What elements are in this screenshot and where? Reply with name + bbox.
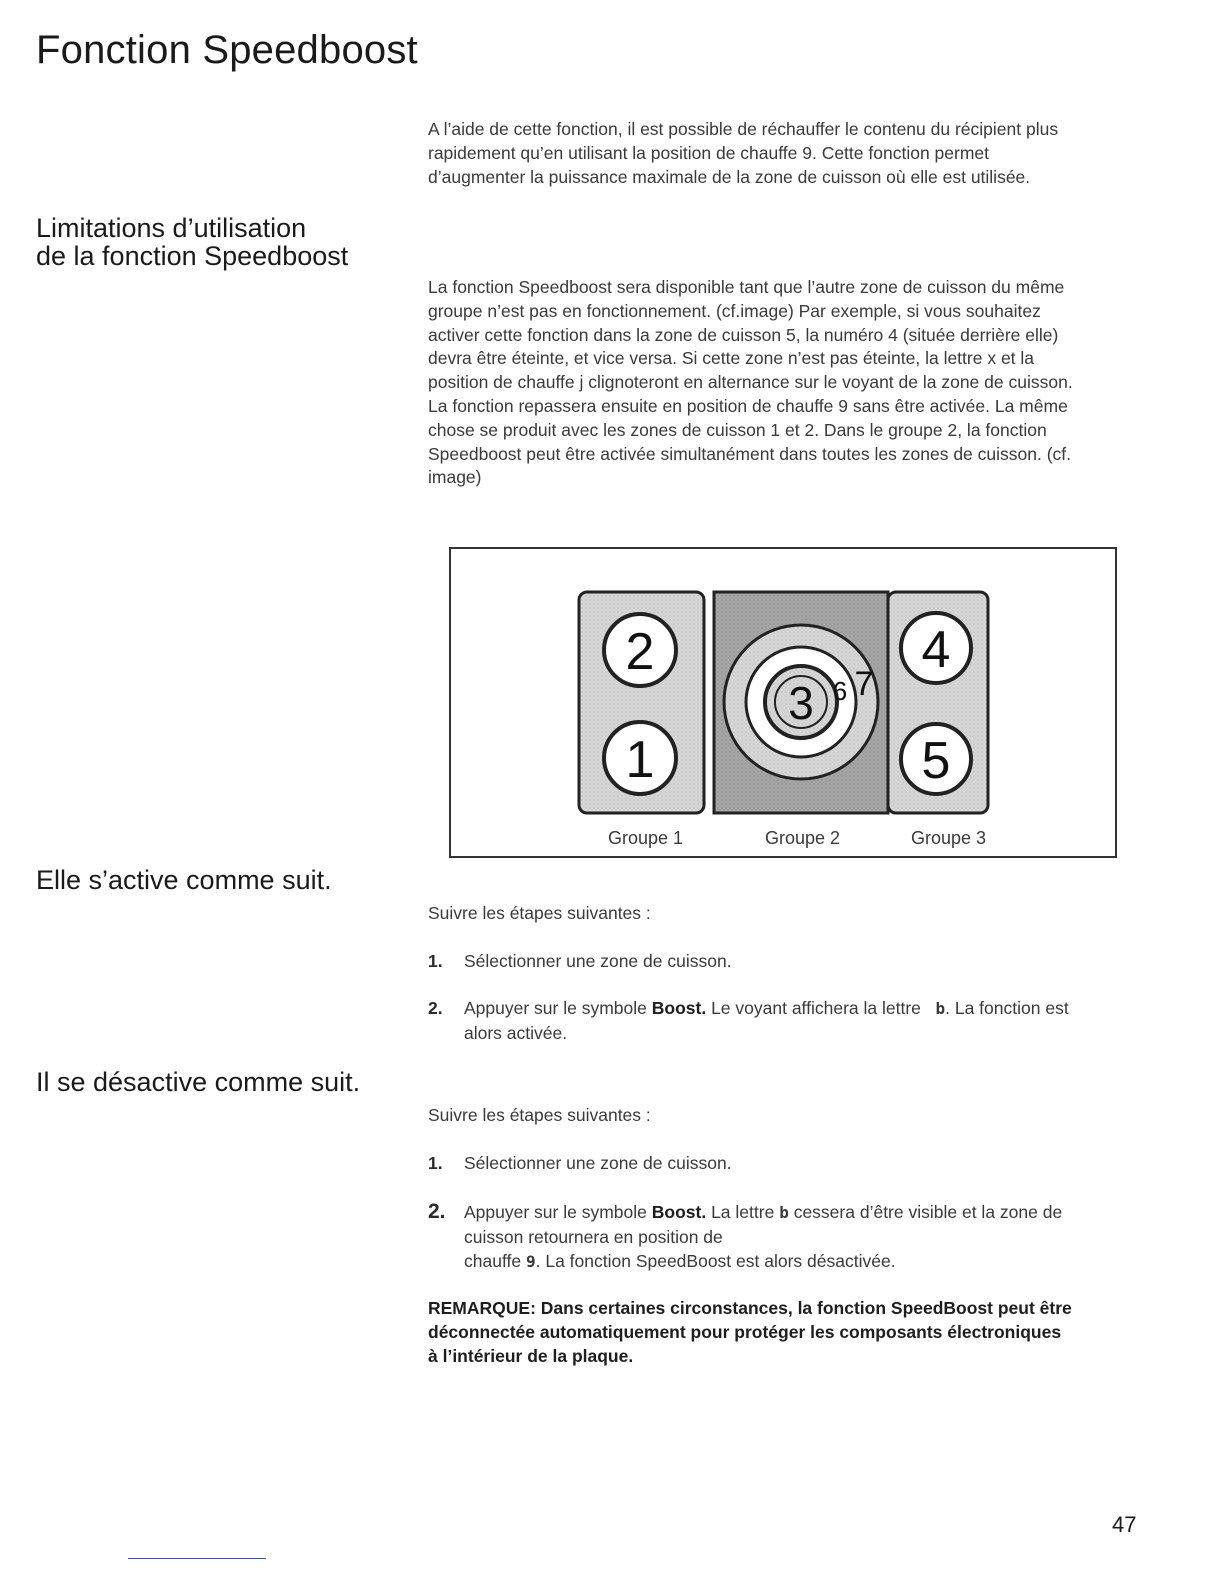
intro-line: rapidement qu’en utilisant la position de chauffe 9. Cette fonction permet: [428, 142, 989, 163]
cooktop-diagram: [449, 547, 1117, 858]
step-number: 2.: [428, 1200, 446, 1223]
step-text-part: cessera d’être visible et la zone de: [793, 1202, 1063, 1222]
step-text-part: alors activée.: [464, 1023, 568, 1043]
remark-line: REMARQUE: Dans certaines circonstances, la fonction SpeedBoost peut être: [428, 1298, 1072, 1318]
intro-line: A l’aide de cette fonction, il est possible de réchauffer le contenu du récipient plus: [428, 119, 1059, 139]
activate-intro: Suivre les étapes suivantes :: [428, 903, 651, 923]
limitations-line: La fonction Speedboost sera disponible tant que l’autre zone de cuisson du même: [428, 277, 1065, 297]
boost-keyword: Boost.: [651, 998, 707, 1018]
zone-4-label: 4: [921, 621, 951, 679]
limitations-line: image): [428, 467, 482, 488]
step-text-part: . La fonction est: [945, 998, 1069, 1018]
display-glyph-b: b: [779, 1203, 789, 1222]
group-3-label: Groupe 3: [911, 828, 987, 848]
zone-6-label: 6: [832, 676, 848, 706]
step-text-part: chauffe: [464, 1251, 522, 1271]
page-number: 47: [1112, 1512, 1137, 1537]
step-text: Sélectionner une zone de cuisson.: [464, 1153, 732, 1173]
deactivate-step-2: [428, 1200, 1148, 1274]
step-text-part: cuisson retournera en position de: [464, 1227, 723, 1247]
step-text: Sélectionner une zone de cuisson.: [464, 951, 732, 971]
step-text: [464, 996, 1148, 1045]
group-2-label: Groupe 2: [765, 828, 841, 848]
limitations-heading-line: de la fonction Speedboost: [36, 241, 349, 271]
limitations-heading: [36, 214, 348, 270]
step-text-part: La lettre: [711, 1202, 775, 1222]
limitations-line: chose se produit avec les zones de cuisson 1 et 2. Dans le groupe 2, la fonction: [428, 419, 1047, 440]
deactivate-heading: Il se désactive comme suit.: [36, 1067, 361, 1097]
remark-line: à l’intérieur de la plaque.: [428, 1346, 634, 1366]
zone-2-label: 2: [625, 623, 655, 681]
step-text-part: Appuyer sur le symbole: [464, 1202, 647, 1222]
limitations-paragraph: [428, 276, 1148, 490]
zone-1-label: 1: [625, 731, 655, 789]
limitations-line: Speedboost peut être activée simultanément dans toutes les zones de cuisson. (cf.: [428, 443, 1072, 464]
zone-7-label: 7: [854, 665, 874, 703]
limitations-line: activer cette fonction dans la zone de cuisson 5, la numéro 4 (située derrière elle): [428, 324, 1059, 345]
limitations-line: position de chauffe j clignoteront en alternance sur le voyant de la zone de cuisson.: [428, 372, 1073, 393]
step-number: 2.: [428, 998, 443, 1018]
intro-paragraph: [428, 118, 1148, 189]
activate-heading: Elle s’active comme suit.: [36, 865, 332, 895]
step-number: 1.: [428, 1153, 443, 1173]
activate-step-1: [428, 949, 1148, 973]
step-text: [464, 1200, 1148, 1274]
boost-keyword: Boost.: [651, 1202, 707, 1222]
remark-note: [428, 1296, 1158, 1368]
limitations-line: groupe n’est pas en fonctionnement. (cf.image) Par exemple, si vous souhaitez: [428, 300, 1041, 321]
footer-rule: [128, 1558, 266, 1559]
limitations-line: devra être éteinte, et vice versa. Si cette zone n’est pas éteinte, la lettre x et la: [428, 348, 1035, 369]
zone-5-label: 5: [921, 732, 951, 790]
page-title: Fonction Speedboost: [36, 28, 418, 72]
activate-step-2: [428, 996, 1148, 1045]
step-text-part: Appuyer sur le symbole: [464, 998, 647, 1018]
zone-3-label: 3: [788, 677, 814, 729]
step-text-part: . La fonction SpeedBoost est alors désactivée.: [535, 1251, 896, 1271]
deactivate-intro: Suivre les étapes suivantes :: [428, 1105, 651, 1125]
group-1-label: Groupe 1: [608, 828, 684, 848]
limitations-heading-line: Limitations d’utilisation: [36, 213, 307, 243]
display-glyph-b: b: [935, 999, 946, 1018]
intro-line: d’augmenter la puissance maximale de la zone de cuisson où elle est utilisée.: [428, 166, 1031, 187]
limitations-line: La fonction repassera ensuite en position de chauffe 9 sans être activée. La même: [428, 395, 1068, 416]
step-text-part: Le voyant affichera la lettre: [711, 998, 921, 1018]
remark-line: déconnectée automatiquement pour protéger les composants électroniques: [428, 1322, 1062, 1342]
display-glyph-9: 9: [525, 1252, 536, 1271]
step-number: 1.: [428, 951, 443, 971]
deactivate-step-1: [428, 1151, 1148, 1175]
